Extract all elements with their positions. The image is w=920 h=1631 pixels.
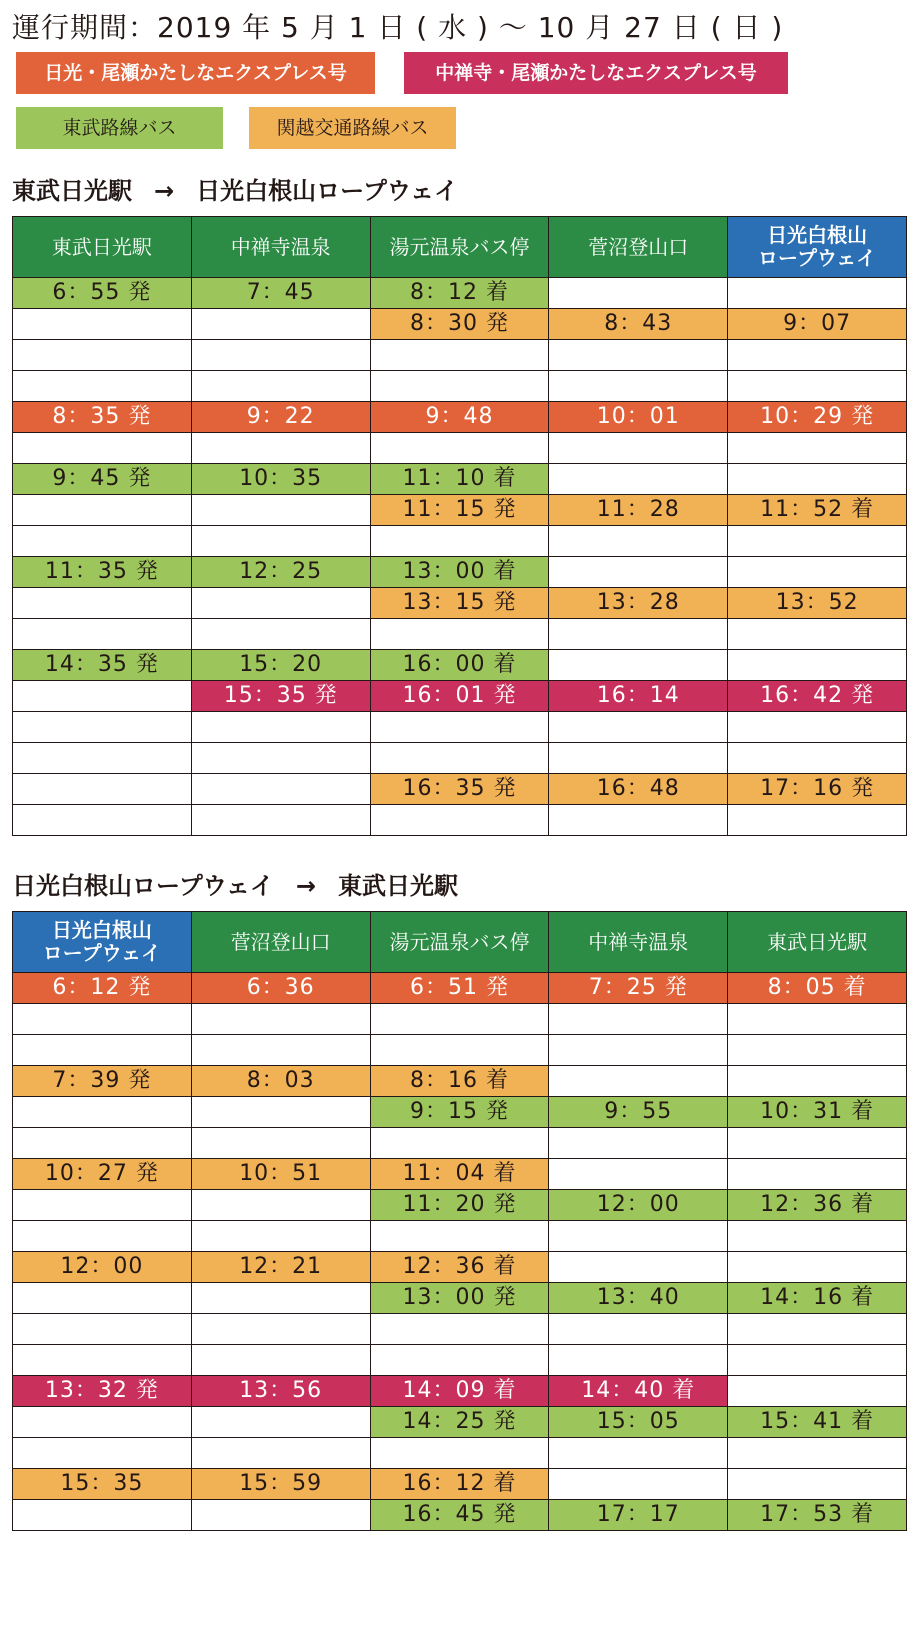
time-cell (191, 712, 370, 743)
time-cell: 13：00 着 (370, 557, 549, 588)
time-cell (549, 433, 728, 464)
time-cell: 10：27 発 (13, 1159, 192, 1190)
time-cell (549, 712, 728, 743)
time-cell (728, 433, 907, 464)
time-cell: 13：00 発 (370, 1283, 549, 1314)
time-cell: 9：15 発 (370, 1097, 549, 1128)
time-cell: 15：05 (549, 1407, 728, 1438)
timetable-row (13, 743, 907, 774)
time-cell: 14：09 着 (370, 1376, 549, 1407)
time-cell: 11：15 発 (370, 495, 549, 526)
time-cell (549, 1159, 728, 1190)
column-header: 日光白根山 ロープウェイ (13, 912, 192, 973)
time-cell (728, 371, 907, 402)
time-cell (370, 1438, 549, 1469)
time-cell: 17：16 発 (728, 774, 907, 805)
column-header: 東武日光駅 (728, 912, 907, 973)
time-cell (13, 1500, 192, 1531)
time-cell (549, 557, 728, 588)
time-cell (549, 278, 728, 309)
timetable-row (13, 340, 907, 371)
time-cell (728, 1252, 907, 1283)
time-cell (728, 619, 907, 650)
time-cell: 11：04 着 (370, 1159, 549, 1190)
inbound-timetable (12, 911, 907, 1531)
time-cell: 15：41 着 (728, 1407, 907, 1438)
time-cell: 10：31 着 (728, 1097, 907, 1128)
time-cell: 9：07 (728, 309, 907, 340)
timetable-row (13, 1159, 907, 1190)
time-cell: 16：42 発 (728, 681, 907, 712)
time-cell (549, 650, 728, 681)
time-cell: 16：45 発 (370, 1500, 549, 1531)
time-cell (549, 1252, 728, 1283)
time-cell: 8：03 (191, 1066, 370, 1097)
time-cell: 13：52 (728, 588, 907, 619)
time-cell: 8：43 (549, 309, 728, 340)
time-cell (191, 495, 370, 526)
time-cell: 13：32 発 (13, 1376, 192, 1407)
time-cell: 6：51 発 (370, 973, 549, 1004)
timetable-row (13, 588, 907, 619)
timetable-row (13, 650, 907, 681)
inbound-section-title (12, 866, 458, 901)
timetable-row (13, 1035, 907, 1066)
time-cell (370, 433, 549, 464)
time-cell (191, 1004, 370, 1035)
time-cell (13, 1035, 192, 1066)
time-cell (13, 495, 192, 526)
time-cell (191, 1438, 370, 1469)
arrow-icon: → (154, 177, 175, 205)
time-cell: 7：45 (191, 278, 370, 309)
timetable-row (13, 495, 907, 526)
time-cell (13, 1345, 192, 1376)
time-cell (191, 371, 370, 402)
time-cell (13, 1097, 192, 1128)
time-cell (191, 1407, 370, 1438)
time-cell: 11：52 着 (728, 495, 907, 526)
time-cell (13, 712, 192, 743)
time-cell (13, 774, 192, 805)
time-cell (549, 1438, 728, 1469)
time-cell (191, 309, 370, 340)
column-header: 菅沼登山口 (191, 912, 370, 973)
timetable-row (13, 1252, 907, 1283)
time-cell: 9：22 (191, 402, 370, 433)
timetable-row (13, 1376, 907, 1407)
time-cell: 16：00 着 (370, 650, 549, 681)
column-header: 湯元温泉バス停 (370, 217, 549, 278)
timetable-row (13, 1407, 907, 1438)
time-cell (191, 1190, 370, 1221)
time-cell (549, 619, 728, 650)
time-cell (549, 371, 728, 402)
outbound-section-title (12, 171, 458, 206)
header-row (13, 217, 907, 278)
time-cell: 8：05 着 (728, 973, 907, 1004)
time-cell: 9：45 発 (13, 464, 192, 495)
time-cell (549, 1469, 728, 1500)
outbound-timetable (12, 216, 907, 836)
time-cell (549, 340, 728, 371)
column-header: 東武日光駅 (13, 217, 192, 278)
time-cell (728, 340, 907, 371)
timetable-row (13, 973, 907, 1004)
time-cell (728, 1469, 907, 1500)
time-cell (191, 619, 370, 650)
timetable-row (13, 526, 907, 557)
time-cell (549, 1066, 728, 1097)
time-cell (191, 340, 370, 371)
time-cell (13, 805, 192, 836)
time-cell (370, 805, 549, 836)
header-row (13, 912, 907, 973)
time-cell: 13：40 (549, 1283, 728, 1314)
time-cell (13, 619, 192, 650)
time-cell (370, 712, 549, 743)
time-cell (549, 1221, 728, 1252)
time-cell (549, 1128, 728, 1159)
time-cell (191, 1221, 370, 1252)
time-cell (13, 340, 192, 371)
time-cell: 12：36 着 (728, 1190, 907, 1221)
timetable-row (13, 1469, 907, 1500)
time-cell: 6：12 発 (13, 973, 192, 1004)
time-cell (728, 1066, 907, 1097)
time-cell (549, 526, 728, 557)
time-cell (549, 1004, 728, 1035)
time-cell (13, 371, 192, 402)
time-cell (13, 309, 192, 340)
timetable-row (13, 774, 907, 805)
time-cell (13, 743, 192, 774)
time-cell: 9：48 (370, 402, 549, 433)
time-cell (191, 1128, 370, 1159)
time-cell (370, 340, 549, 371)
time-cell (728, 1035, 907, 1066)
time-cell: 14：25 発 (370, 1407, 549, 1438)
time-cell (370, 1345, 549, 1376)
time-cell (191, 1097, 370, 1128)
time-cell: 12：25 (191, 557, 370, 588)
timetable-row (13, 433, 907, 464)
time-cell: 12：00 (549, 1190, 728, 1221)
inbound-from: 日光白根山ロープウェイ (12, 872, 274, 900)
timetable-row (13, 1066, 907, 1097)
timetable-row (13, 1500, 907, 1531)
time-cell (13, 1128, 192, 1159)
time-cell: 14：40 着 (549, 1376, 728, 1407)
time-cell: 12：21 (191, 1252, 370, 1283)
time-cell (191, 1314, 370, 1345)
time-cell (13, 1221, 192, 1252)
time-cell: 16：48 (549, 774, 728, 805)
time-cell: 16：14 (549, 681, 728, 712)
timetable-row (13, 1128, 907, 1159)
time-cell (13, 681, 192, 712)
time-cell: 11：35 発 (13, 557, 192, 588)
time-cell (549, 805, 728, 836)
timetable-row (13, 1438, 907, 1469)
time-cell: 11：10 着 (370, 464, 549, 495)
time-cell (728, 650, 907, 681)
time-cell (191, 1500, 370, 1531)
time-cell: 8：35 発 (13, 402, 192, 433)
legend-kanetsu-route-bus: 関越交通路線バス (249, 107, 456, 149)
timetable-row (13, 619, 907, 650)
timetable-row (13, 464, 907, 495)
time-cell: 13：56 (191, 1376, 370, 1407)
time-cell: 16：12 着 (370, 1469, 549, 1500)
time-cell (13, 1438, 192, 1469)
timetable-row (13, 1345, 907, 1376)
timetable-row (13, 402, 907, 433)
timetable-row (13, 278, 907, 309)
time-cell: 10：29 発 (728, 402, 907, 433)
column-header: 菅沼登山口 (549, 217, 728, 278)
time-cell (549, 464, 728, 495)
time-cell (13, 588, 192, 619)
timetable-row (13, 1221, 907, 1252)
time-cell (13, 1004, 192, 1035)
time-cell (728, 1004, 907, 1035)
time-cell (549, 1314, 728, 1345)
timetable-row (13, 309, 907, 340)
time-cell: 15：20 (191, 650, 370, 681)
time-cell: 15：35 (13, 1469, 192, 1500)
time-cell: 7：39 発 (13, 1066, 192, 1097)
arrow-icon: → (295, 872, 316, 900)
time-cell: 12：36 着 (370, 1252, 549, 1283)
column-header: 湯元温泉バス停 (370, 912, 549, 973)
timetable-row (13, 681, 907, 712)
column-header: 中禅寺温泉 (549, 912, 728, 973)
time-cell (728, 1376, 907, 1407)
time-cell (728, 1345, 907, 1376)
time-cell: 6：55 発 (13, 278, 192, 309)
time-cell: 16：35 発 (370, 774, 549, 805)
legend-nikko-oze-express: 日光・尾瀬かたしなエクスプレス号 (16, 52, 375, 94)
time-cell: 8：16 着 (370, 1066, 549, 1097)
time-cell: 8：12 着 (370, 278, 549, 309)
timetable-row (13, 1097, 907, 1128)
timetable-row (13, 712, 907, 743)
time-cell: 11：28 (549, 495, 728, 526)
time-cell (191, 526, 370, 557)
time-cell: 10：51 (191, 1159, 370, 1190)
time-cell: 13：28 (549, 588, 728, 619)
time-cell (370, 619, 549, 650)
time-cell (13, 1314, 192, 1345)
time-cell (728, 1221, 907, 1252)
time-cell (191, 774, 370, 805)
time-cell (728, 743, 907, 774)
time-cell (728, 464, 907, 495)
time-cell: 14：16 着 (728, 1283, 907, 1314)
legend-chuzenji-oze-express: 中禅寺・尾瀬かたしなエクスプレス号 (404, 52, 788, 94)
time-cell (549, 1035, 728, 1066)
time-cell (13, 433, 192, 464)
time-cell (728, 1438, 907, 1469)
timetable-row (13, 805, 907, 836)
inbound-to: 東武日光駅 (337, 872, 458, 900)
outbound-from: 東武日光駅 (12, 177, 132, 205)
timetable-row (13, 1314, 907, 1345)
timetable-row (13, 1004, 907, 1035)
time-cell (370, 1004, 549, 1035)
timetable-row (13, 371, 907, 402)
time-cell (191, 1283, 370, 1314)
time-cell: 6：36 (191, 973, 370, 1004)
legend-tobu-route-bus: 東武路線バス (16, 107, 223, 149)
column-header: 中禅寺温泉 (191, 217, 370, 278)
time-cell: 17：53 着 (728, 1500, 907, 1531)
time-cell (191, 1035, 370, 1066)
timetable-row (13, 1190, 907, 1221)
time-cell (728, 526, 907, 557)
time-cell (728, 557, 907, 588)
time-cell (370, 1035, 549, 1066)
time-cell (191, 1345, 370, 1376)
time-cell (728, 712, 907, 743)
time-cell (191, 588, 370, 619)
outbound-to: 日光白根山ロープウェイ (196, 177, 458, 205)
time-cell: 11：20 発 (370, 1190, 549, 1221)
time-cell (370, 743, 549, 774)
time-cell (13, 1407, 192, 1438)
time-cell: 8：30 発 (370, 309, 549, 340)
time-cell: 7：25 発 (549, 973, 728, 1004)
time-cell: 15：35 発 (191, 681, 370, 712)
time-cell (728, 805, 907, 836)
time-cell (370, 1128, 549, 1159)
time-cell (728, 1159, 907, 1190)
time-cell (191, 805, 370, 836)
column-header: 日光白根山 ロープウェイ (728, 217, 907, 278)
time-cell: 17：17 (549, 1500, 728, 1531)
time-cell: 9：55 (549, 1097, 728, 1128)
time-cell (370, 371, 549, 402)
timetable-row (13, 1283, 907, 1314)
time-cell: 12：00 (13, 1252, 192, 1283)
time-cell (728, 278, 907, 309)
time-cell (728, 1128, 907, 1159)
time-cell (549, 1345, 728, 1376)
time-cell: 13：15 発 (370, 588, 549, 619)
time-cell (370, 526, 549, 557)
time-cell (370, 1221, 549, 1252)
time-cell: 10：35 (191, 464, 370, 495)
time-cell: 15：59 (191, 1469, 370, 1500)
time-cell (13, 526, 192, 557)
time-cell (728, 1314, 907, 1345)
timetable-row (13, 557, 907, 588)
operating-period: 運行期間：2019 年 5 月 1 日 ( 水 ) 〜 10 月 27 日 ( 日 ) (12, 11, 784, 44)
time-cell (13, 1283, 192, 1314)
time-cell: 14：35 発 (13, 650, 192, 681)
time-cell (13, 1190, 192, 1221)
time-cell: 10：01 (549, 402, 728, 433)
time-cell (549, 743, 728, 774)
time-cell (370, 1314, 549, 1345)
time-cell: 16：01 発 (370, 681, 549, 712)
time-cell (191, 433, 370, 464)
time-cell (191, 743, 370, 774)
